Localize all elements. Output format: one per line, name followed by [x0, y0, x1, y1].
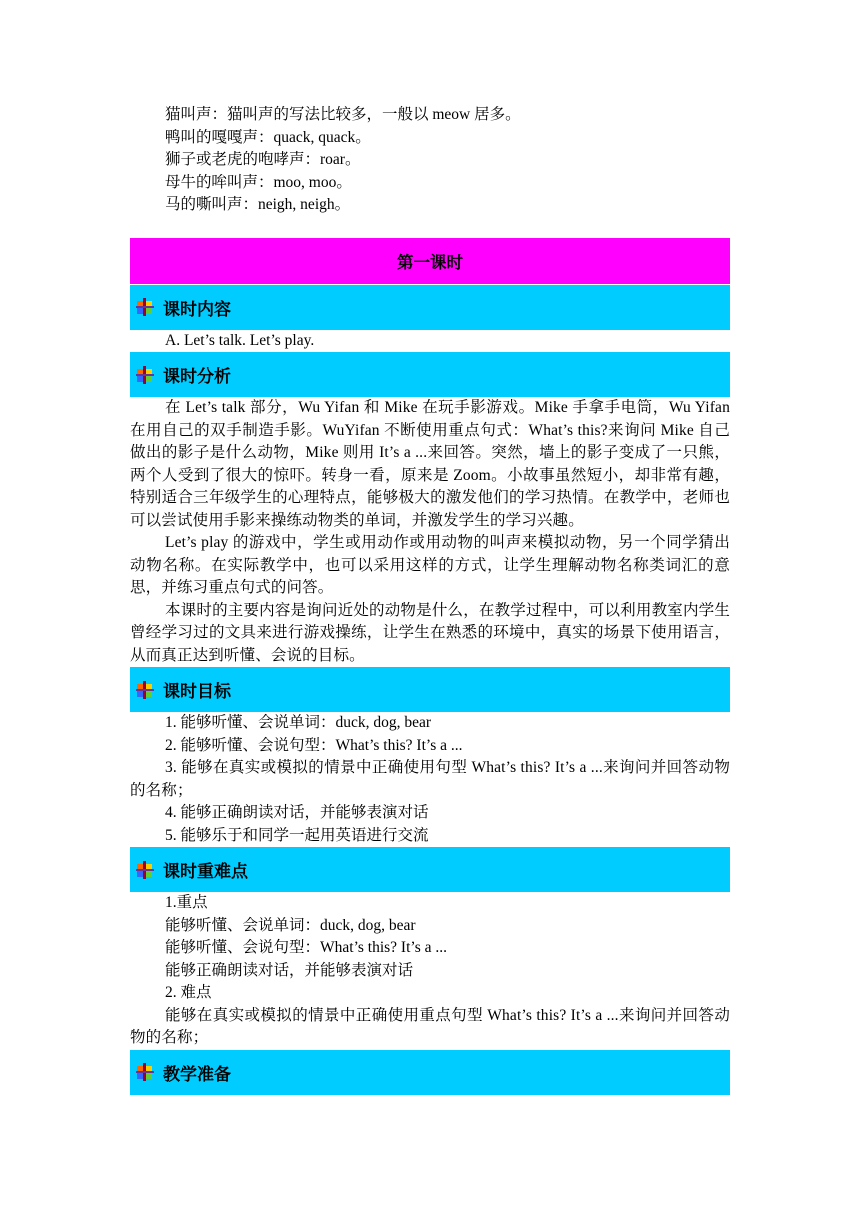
key-point-line: 能够正确朗读对话，并能够表演对话 — [165, 961, 414, 979]
objective-item: 1. 能够听懂、会说单词：duck, dog, bear — [165, 714, 432, 731]
bookmark-icon — [136, 861, 154, 879]
key-point-line: 2. 难点 — [165, 984, 212, 1001]
key-point-paragraph: 能够在真实或模拟的情景中正确使用重点句型 What’s this? It’s a ...来询问并回答动物的名称； — [130, 1006, 730, 1046]
section-heading-analysis — [130, 352, 730, 397]
bookmark-icon — [136, 1063, 154, 1081]
document-page — [130, 104, 730, 1095]
lesson-banner: 第一课时 — [130, 238, 730, 284]
section-heading-text: 教学准备 — [163, 1064, 231, 1085]
intro-line: 母牛的哞叫声：moo, moo。 — [165, 173, 352, 191]
key-point-line: 1.重点 — [165, 894, 208, 911]
section-heading-content — [130, 285, 730, 330]
objective-item: 3. 能够在真实或模拟的情景中正确使用句型 What’s this? It’s a ...来询问并回答动物的名称； — [130, 759, 730, 799]
analysis-paragraph: 在 Let’s talk 部分，Wu Yifan 和 Mike 在玩手影游戏。Mike 手拿手电筒，Wu Yifan 在用自己的双手制造手影。WuYifan 不断使用重点句式：What’s this?来询问 Mike 自己做出的影子是什么动物，Mike 则用 It’s a ...来回答。突然，墙上的影子变成了一只熊，两个人受到了很大的惊吓。转身一看，原来是 Zoom。小故事虽然短小，却非常有趣，特别适合三年级学生的心理特点，能够极大的激发他们的学习热情。在教学中，老师也可以尝试使用手影来操练动物类的单词，并激发学生的学习兴趣。 — [130, 399, 730, 529]
section-heading-key-points — [130, 847, 730, 892]
objective-item: 2. 能够听懂、会说句型：What’s this? It’s a ... — [165, 736, 463, 754]
bookmark-icon — [136, 298, 154, 316]
bookmark-icon — [136, 366, 154, 384]
section-heading-text: 课时目标 — [163, 682, 231, 702]
section-heading-text: 课时内容 — [163, 299, 231, 320]
section-heading-text: 课时分析 — [163, 367, 231, 387]
intro-line: 狮子或老虎的咆哮声：roar。 — [165, 151, 361, 168]
objective-item: 4. 能够正确朗读对话，并能够表演对话 — [165, 804, 429, 821]
intro-line: 马的嘶叫声：neigh, neigh。 — [165, 196, 351, 213]
section-heading-text: 课时重难点 — [163, 862, 248, 882]
key-point-line: 能够听懂、会说单词：duck, dog, bear — [165, 916, 416, 934]
section-heading-preparation — [130, 1050, 730, 1095]
objective-item: 5. 能够乐于和同学一起用英语进行交流 — [165, 826, 429, 844]
key-point-line: 能够听懂、会说句型：What’s this? It’s a ... — [165, 939, 447, 956]
bookmark-icon — [136, 681, 154, 699]
intro-block — [130, 104, 730, 217]
analysis-paragraph: Let’s play 的游戏中，学生或用动作或用动物的叫声来模拟动物，另一个同学猜出动物名称。在实际教学中，也可以采用这样的方式，让学生理解动物名称类词汇的意思，并练习重点句式的问答。 — [130, 534, 730, 596]
intro-line: 鸭叫的嘎嘎声：quack, quack。 — [165, 128, 371, 146]
intro-line: 猫叫声：猫叫声的写法比较多，一般以 meow 居多。 — [165, 106, 521, 123]
analysis-paragraph: 本课时的主要内容是询问近处的动物是什么，在教学过程中，可以利用教室内学生曾经学习过的文具来进行游戏操练，让学生在熟悉的环境中，真实的场景下使用语言，从而真正达到听懂、会说的目标。 — [130, 601, 730, 664]
section-heading-objectives — [130, 667, 730, 712]
content-line: A. Let’s talk. Let’s play. — [165, 331, 315, 349]
